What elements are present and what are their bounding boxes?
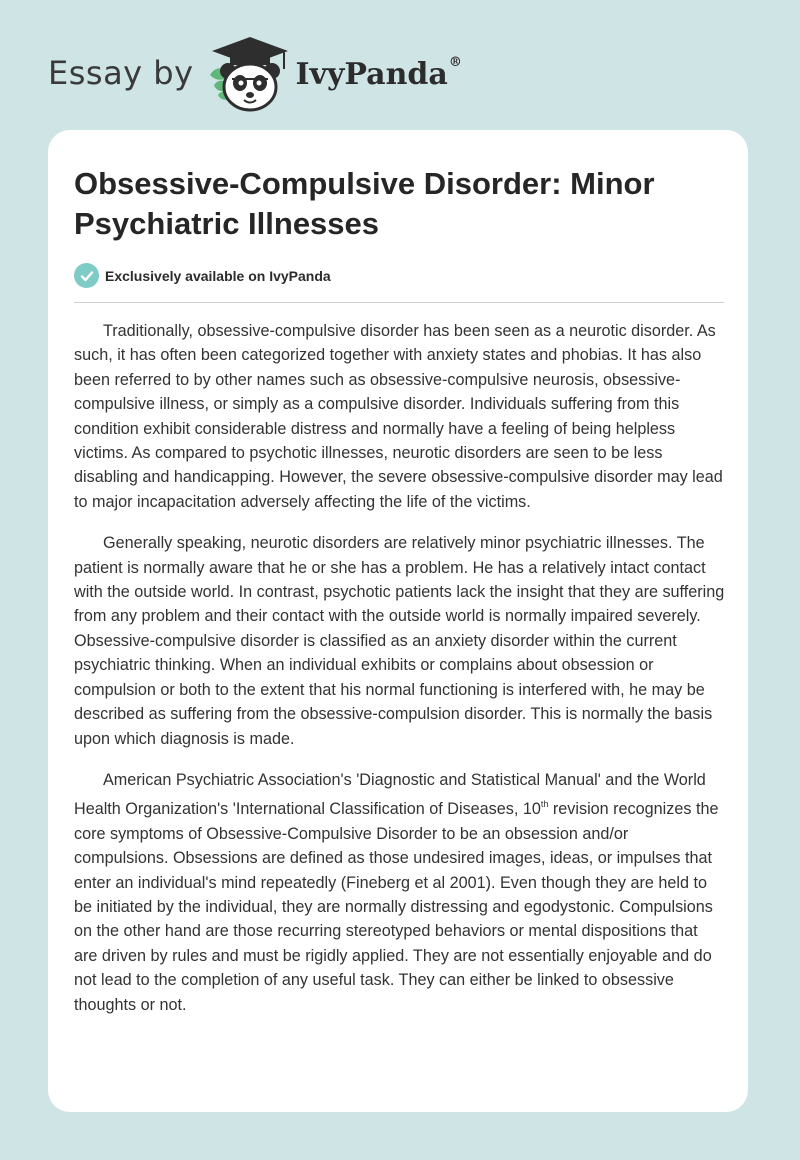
paragraph: Generally speaking, neurotic disorders are relatively minor psychiatric illnesses. The patient is normally aware that he or she has a problem. He has a relatively intact contact with the outside world. In contrast, psychotic patients lack the insight that they are suffering from any problem and their contact with the outside world is normally impaired severely. Obsessive-compulsive disorder is classified as an anxiety disorder within the current psychiatric thinking. When an individual exhibits or complains about obsession or compulsion or both to the extent that his normal functioning is interfered with, he may be described as suffering from the obsessive-compulsion disorder. This is normally the basis upon which diagnosis is made.	[74, 534, 725, 748]
exclusive-label: Exclusively available on IvyPanda	[105, 267, 331, 284]
essay-by-label: Essay by	[48, 54, 194, 92]
check-circle-icon	[74, 263, 99, 288]
paragraph-text: revision recognizes the core symptoms of Obsessive-Compulsive Disorder to be an obsession and/or compulsions. Obsessions are defined as those undesired images, ideas, or impulses that enter an individual's mind repeatedly (Fineberg et al 2001). Even though they are held to be initiated by the individual, they are normally distressing and egodystonic. Compulsions on the other hand are those recurring stereotyped behaviors or mental dispositions that are driven by rules and must be rigidly applied. They are not essentially enjoyable and do not lead to the completion of any useful task. They can either be linked to obsessive thoughts or not.	[74, 800, 719, 1014]
registered-mark: ®	[448, 54, 462, 70]
paragraph: Traditionally, obsessive-compulsive disorder has been seen as a neurotic disorder. As such, it has often been categorized together with anxiety states and phobias. It has also been referred to by other names such as obsessive-compulsive neurosis, obsessive-compulsive illness, or simply as a compulsive disorder. Individuals suffering from this condition exhibit considerable distress and normally have a feeling of being helpless victims. As compared to psychotic illnesses, neurotic disorders are seen to be less disabling and handicapping. However, the severe obsessive-compulsive disorder may lead to major incapacitation adversely affecting the life of the victims.	[74, 322, 723, 511]
exclusive-badge	[74, 263, 331, 288]
brand-name: IvyPanda	[295, 56, 448, 92]
panda-graduate-icon[interactable]	[206, 35, 292, 113]
paragraph-text: American Psychiatric Association's 'Diagnostic and Statistical Manual' and the World Health Organization's 'International Classification of Diseases, 10	[74, 770, 706, 819]
ordinal-suffix: th	[540, 799, 549, 810]
site-header	[48, 36, 548, 116]
brand-logo-text[interactable]	[296, 55, 462, 92]
paragraph	[74, 768, 725, 1017]
essay-card	[48, 130, 748, 1112]
divider	[74, 302, 724, 303]
essay-body	[74, 319, 725, 1034]
page-title: Obsessive-Compulsive Disorder: Minor Psychiatric Illnesses	[74, 166, 655, 241]
